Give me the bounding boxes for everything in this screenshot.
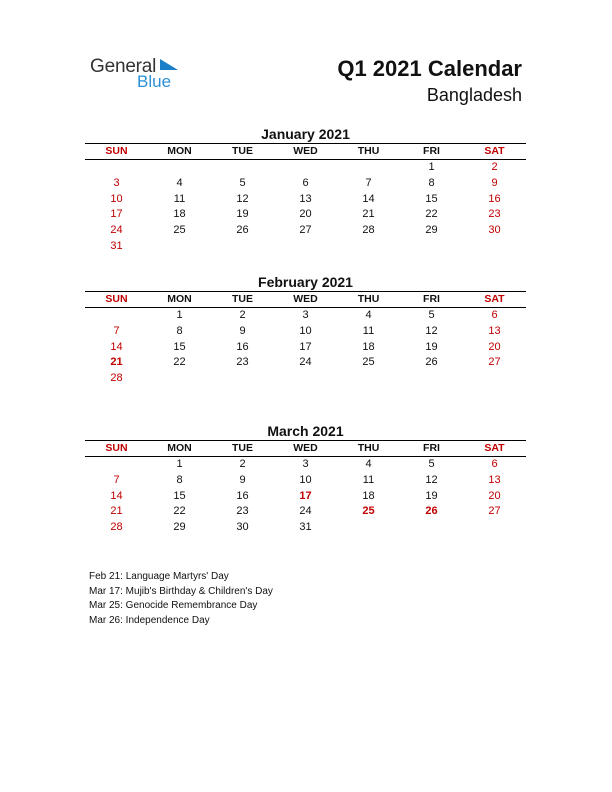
weekday-header-sun: SUN	[105, 442, 128, 454]
day-cell: 12	[425, 473, 438, 486]
day-cell: 12	[425, 324, 438, 337]
day-cell: 2	[239, 458, 246, 470]
empty-day-cell	[148, 239, 211, 255]
weekday-header-row	[85, 292, 526, 308]
logo-blue-text: Blue	[137, 72, 172, 91]
day-cell: 18	[362, 489, 375, 502]
day-cell: 6	[302, 176, 309, 189]
week-row	[85, 520, 526, 536]
weekday-header-tue: TUE	[232, 442, 253, 454]
day-cell: 23	[236, 505, 249, 518]
weekday-header-wed: WED	[293, 145, 318, 157]
calendar-grid	[85, 440, 526, 536]
day-cell: 8	[176, 324, 183, 337]
generalblue-logo	[90, 56, 200, 96]
weekday-header-thu: THU	[357, 293, 380, 305]
day-cell: 15	[425, 192, 438, 205]
empty-day-cell	[211, 239, 274, 255]
month-title: March 2021	[267, 423, 344, 439]
day-cell: 18	[173, 208, 186, 221]
weekday-header-thu: THU	[357, 145, 380, 157]
page-title: Q1 2021 Calendar	[337, 56, 522, 81]
empty-day-cell	[400, 371, 463, 387]
weekday-header-fri: FRI	[423, 145, 440, 157]
empty-day-cell	[463, 371, 526, 387]
day-cell: 19	[425, 489, 438, 502]
empty-day-cell	[148, 371, 211, 387]
day-cell: 21	[110, 505, 123, 518]
empty-day-cell	[274, 160, 337, 176]
empty-day-cell	[337, 160, 400, 176]
week-row	[85, 207, 526, 223]
empty-day-cell	[463, 520, 526, 536]
day-cell: 11	[362, 324, 375, 337]
empty-day-cell	[400, 520, 463, 536]
day-cell: 20	[488, 489, 501, 502]
weekday-header-mon: MON	[167, 145, 192, 157]
day-cell: 28	[110, 521, 123, 534]
day-cell: 19	[236, 208, 249, 221]
weekday-header-mon: MON	[167, 442, 192, 454]
holiday-note: Mar 17: Mujib's Birthday & Children's Day	[89, 585, 273, 597]
day-cell: 3	[113, 176, 120, 189]
day-cell: 26	[425, 505, 438, 518]
day-cell: 20	[488, 340, 501, 353]
day-cell: 4	[176, 176, 183, 189]
weekday-header-mon: MON	[167, 293, 192, 305]
day-cell: 17	[299, 489, 312, 502]
day-cell: 25	[362, 356, 375, 369]
week-row	[85, 192, 526, 208]
day-cell: 22	[173, 356, 186, 369]
day-cell: 16	[236, 489, 249, 502]
day-cell: 15	[173, 340, 186, 353]
day-cell: 30	[236, 521, 249, 534]
empty-day-cell	[148, 160, 211, 176]
day-cell: 7	[113, 473, 120, 486]
week-row	[85, 176, 526, 192]
week-row	[85, 160, 526, 176]
day-cell: 2	[239, 309, 246, 321]
calendar-grid	[85, 143, 526, 255]
empty-day-cell	[337, 520, 400, 536]
empty-day-cell	[463, 239, 526, 255]
day-cell: 7	[365, 176, 372, 189]
day-cell: 6	[491, 309, 498, 321]
week-row	[85, 371, 526, 387]
week-row	[85, 340, 526, 356]
day-cell: 13	[299, 192, 312, 205]
day-cell: 9	[239, 473, 246, 486]
week-row	[85, 308, 526, 324]
day-cell: 19	[425, 340, 438, 353]
weekday-header-sat: SAT	[484, 293, 505, 305]
empty-day-cell	[337, 239, 400, 255]
day-cell: 23	[236, 356, 249, 369]
week-row	[85, 355, 526, 371]
day-cell: 24	[110, 224, 123, 237]
country-name: Bangladesh	[426, 85, 522, 105]
weekday-header-row	[85, 144, 526, 160]
weekday-header-tue: TUE	[232, 145, 253, 157]
day-cell: 22	[173, 505, 186, 518]
day-cell: 7	[113, 324, 120, 337]
day-cell: 12	[236, 192, 249, 205]
day-cell: 13	[488, 473, 501, 486]
day-cell: 10	[110, 192, 123, 205]
day-cell: 29	[425, 224, 438, 237]
week-row	[85, 324, 526, 340]
day-cell: 30	[488, 224, 501, 237]
day-cell: 24	[299, 505, 312, 518]
day-cell: 10	[299, 473, 312, 486]
month-title: January 2021	[261, 126, 350, 142]
day-cell: 17	[299, 340, 312, 353]
day-cell: 10	[299, 324, 312, 337]
weekday-header-tue: TUE	[232, 293, 253, 305]
month-march	[85, 422, 526, 536]
day-cell: 11	[173, 192, 186, 205]
month-title: February 2021	[258, 274, 353, 290]
day-cell: 14	[110, 489, 123, 502]
day-cell: 6	[491, 458, 498, 470]
day-cell: 8	[176, 473, 183, 486]
day-cell: 9	[239, 324, 246, 337]
weekday-header-sat: SAT	[484, 145, 505, 157]
holiday-note: Mar 25: Genocide Remembrance Day	[89, 600, 258, 611]
day-cell: 23	[488, 208, 501, 221]
holiday-notes	[89, 570, 273, 628]
weekday-header-wed: WED	[293, 293, 318, 305]
day-cell: 20	[299, 208, 312, 221]
holiday-note: Mar 26: Independence Day	[89, 614, 210, 626]
empty-day-cell	[211, 160, 274, 176]
weekday-header-fri: FRI	[423, 442, 440, 454]
day-cell: 31	[110, 239, 123, 252]
day-cell: 1	[428, 161, 435, 173]
weekday-header-row	[85, 441, 526, 457]
day-cell: 3	[302, 309, 309, 321]
day-cell: 25	[362, 505, 375, 518]
week-row	[85, 239, 526, 255]
empty-day-cell	[85, 160, 148, 176]
weekday-header-fri: FRI	[423, 293, 440, 305]
day-cell: 28	[362, 224, 375, 237]
day-cell: 16	[236, 340, 249, 353]
day-cell: 27	[299, 224, 312, 237]
day-cell: 27	[488, 356, 501, 369]
empty-day-cell	[337, 371, 400, 387]
day-cell: 21	[362, 208, 375, 221]
day-cell: 1	[176, 458, 183, 470]
month-january	[85, 125, 526, 255]
day-cell: 24	[299, 356, 312, 369]
day-cell: 18	[362, 340, 375, 353]
day-cell: 22	[425, 208, 438, 221]
day-cell: 13	[488, 324, 501, 337]
logo-general-text: General	[90, 56, 157, 77]
day-cell: 9	[491, 176, 498, 189]
day-cell: 1	[176, 309, 183, 321]
week-row	[85, 504, 526, 520]
empty-day-cell	[85, 457, 148, 473]
week-row	[85, 457, 526, 473]
weekday-header-sun: SUN	[105, 293, 128, 305]
day-cell: 25	[173, 224, 186, 237]
weekday-header-thu: THU	[357, 442, 380, 454]
day-cell: 27	[488, 505, 501, 518]
weekday-header-sun: SUN	[105, 145, 128, 157]
empty-day-cell	[85, 308, 148, 324]
month-february	[85, 273, 526, 387]
empty-day-cell	[400, 239, 463, 255]
day-cell: 26	[425, 356, 438, 369]
day-cell: 2	[491, 161, 498, 173]
day-cell: 15	[173, 489, 186, 502]
day-cell: 5	[239, 176, 246, 189]
week-row	[85, 489, 526, 505]
logo-triangle-icon	[160, 59, 178, 70]
weekday-header-sat: SAT	[484, 442, 505, 454]
day-cell: 8	[428, 176, 435, 189]
week-row	[85, 473, 526, 489]
empty-day-cell	[274, 239, 337, 255]
day-cell: 4	[365, 309, 372, 321]
day-cell: 21	[110, 356, 123, 369]
day-cell: 5	[428, 458, 435, 470]
week-row	[85, 223, 526, 239]
weekday-header-wed: WED	[293, 442, 318, 454]
day-cell: 11	[362, 473, 375, 486]
day-cell: 17	[110, 208, 123, 221]
empty-day-cell	[211, 371, 274, 387]
day-cell: 14	[110, 340, 123, 353]
holiday-note: Feb 21: Language Martyrs' Day	[89, 571, 229, 582]
day-cell: 16	[488, 192, 501, 205]
empty-day-cell	[274, 371, 337, 387]
day-cell: 28	[110, 372, 123, 385]
day-cell: 29	[173, 521, 186, 534]
day-cell: 5	[428, 309, 435, 321]
day-cell: 4	[365, 458, 372, 470]
day-cell: 14	[362, 192, 375, 205]
day-cell: 26	[236, 224, 249, 237]
calendar-grid	[85, 291, 526, 387]
day-cell: 31	[299, 521, 312, 534]
day-cell: 3	[302, 458, 309, 470]
